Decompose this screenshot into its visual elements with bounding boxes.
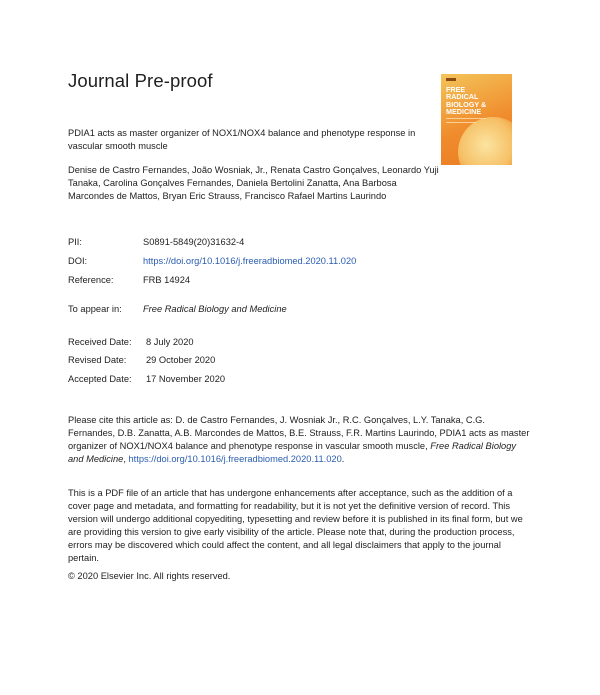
article-title: PDIA1 acts as master organizer of NOX1/NOX4 balance and phenotype response in vascular smooth muscle: [68, 128, 416, 151]
cover-publisher-mark: [446, 78, 456, 81]
citation-separator: ,: [123, 454, 129, 464]
citation-doi-link[interactable]: https://doi.org/10.1016/j.freeradbiomed.2020.11.020: [128, 454, 342, 464]
cover-title-line: RADICAL: [446, 92, 479, 102]
citation-text: Please cite this article as: D. de Castro Fernandes, J. Wosniak Jr., R.C. Gonçalves, L.Y. Tanaka, C.G. Fernandes, D.B. Zanatta, A.B. Marcondes de Mattos, B.E. Strauss, F.R. Martins Laurindo, PDIA1 acts as master organizer of NOX1/NOX4 balance and phenotype response in vascular smooth muscle,: [68, 415, 530, 451]
citation-paragraph: [68, 414, 530, 466]
appear-label: To appear in:: [68, 304, 122, 314]
citation-journal: Free Radical Biology and Medicine: [68, 441, 517, 464]
cover-title-line: FREE: [446, 85, 466, 94]
appear-journal: Free Radical Biology and Medicine: [143, 304, 287, 314]
reference-value: FRB 14924: [143, 275, 191, 285]
cover-title-line: BIOLOGY &: [446, 99, 487, 109]
reference-label: Reference:: [68, 275, 114, 285]
journal-cover-image: [441, 74, 512, 165]
preproof-notice: This is a PDF file of an article that has undergone enhancements after acceptance, such as the addition of a cover page and metadata, and formatting for readability, but it is not yet the definitive version of record. This version will undergo additional copyediting, typesetting and review before it is published in its final form, but we are providing this version to give early visibility of the article. Please note that, during the production process, errors may be discovered which could affect the content, and all legal disclaimers that apply to the journal pertain.: [68, 488, 523, 563]
accepted-label: Accepted Date:: [68, 374, 132, 384]
pii-label: PII:: [68, 237, 82, 247]
pii-value: S0891-5849(20)31632-4: [143, 237, 245, 247]
accepted-value: 17 November 2020: [146, 374, 226, 384]
journal-preproof-heading: Journal Pre-proof: [68, 70, 213, 91]
article-authors: Denise de Castro Fernandes, João Wosniak, Jr., Renata Castro Gonçalves, Leonardo Yuji Tanaka, Carolina Gonçalves Fernandes, Daniela Bertolini Zanatta, Ana Barbosa Marcondes de Mattos, Bryan Eric Strauss, Francisco Rafael Martins Laurindo: [68, 165, 439, 201]
revised-label: Revised Date:: [68, 355, 127, 365]
received-value: 8 July 2020: [146, 337, 194, 347]
revised-value: 29 October 2020: [146, 355, 216, 365]
doi-link[interactable]: https://doi.org/10.1016/j.freeradbiomed.2020.11.020: [143, 256, 357, 266]
cover-line: [446, 118, 486, 119]
copyright-notice: © 2020 Elsevier Inc. All rights reserved.: [68, 571, 231, 581]
cover-title-line: MEDICINE: [446, 107, 482, 117]
cover-decoration: [458, 117, 512, 165]
cover-title: [446, 86, 510, 116]
doi-label: DOI:: [68, 256, 88, 266]
citation-end: .: [341, 454, 345, 464]
received-label: Received Date:: [68, 337, 132, 347]
cover-line: [446, 122, 476, 123]
